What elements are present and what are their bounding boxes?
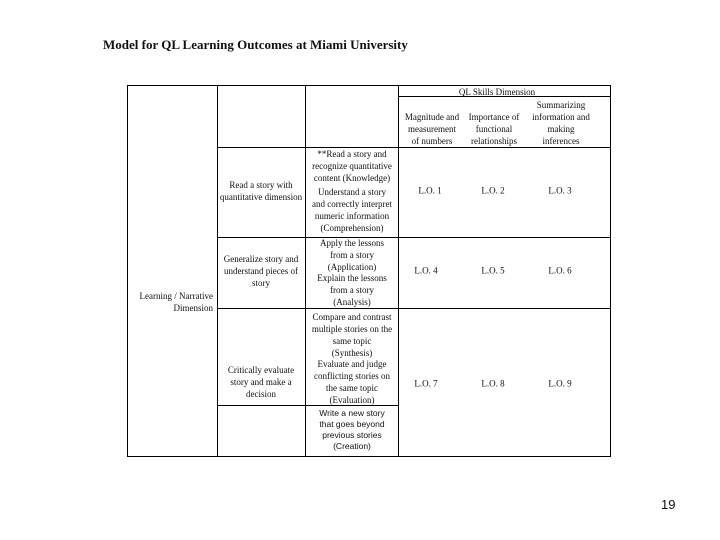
group-divider-2: [217, 308, 611, 309]
column-header-summarizing: Summarizing information and making inferences: [532, 100, 590, 146]
page-number: 19: [661, 497, 676, 512]
outcome-cell: L.O. 3: [548, 185, 572, 196]
level-knowledge: **Read a story and recognize quantitative content (Knowledge): [312, 149, 392, 183]
group-divider-1: [217, 237, 611, 238]
column-divider-3: [398, 85, 399, 457]
column-divider-2: [305, 85, 306, 457]
level-application: Apply the lessons from a story (Application): [320, 238, 384, 272]
outcome-cell: L.O. 4: [414, 265, 438, 276]
level-creation: Write a new story that goes beyond previous stories (Creation): [319, 408, 385, 451]
ql-skills-header: QL Skills Dimension: [458, 87, 536, 97]
outcome-cell: L.O. 2: [481, 185, 505, 196]
column-header-magnitude: Magnitude and measurement of numbers: [404, 112, 460, 146]
group-label-read: Read a story with quantitative dimension: [219, 180, 303, 202]
header-bottom-line: [217, 147, 611, 148]
level-evaluation: Evaluate and judge conflicting stories on the same topic (Evaluation): [314, 359, 390, 405]
outcome-cell: L.O. 5: [481, 265, 505, 276]
level-synthesis: Compare and contrast multiple stories on the same topic (Synthesis): [311, 312, 393, 358]
level-comprehension: Understand a story and correctly interpret numeric information (Comprehension): [312, 187, 392, 233]
outcome-cell: L.O. 6: [548, 265, 572, 276]
group-label-evaluate: Critically evaluate story and make a decision: [227, 365, 295, 399]
outcome-cell: L.O. 7: [414, 378, 438, 389]
level-analysis: Explain the lessons from a story (Analysis): [317, 273, 387, 307]
column-header-functional: Importance of functional relationships: [468, 112, 520, 146]
outcome-cell: L.O. 1: [418, 185, 442, 196]
learning-narrative-dimension-label: Learning / Narrative Dimension: [139, 291, 213, 313]
slide-title: Model for QL Learning Outcomes at Miami University: [103, 37, 408, 52]
outcome-cell: L.O. 9: [548, 378, 572, 389]
outcome-cell: L.O. 8: [481, 378, 505, 389]
column-divider-1: [217, 85, 218, 457]
group-label-generalize: Generalize story and understand pieces of story: [223, 254, 299, 288]
